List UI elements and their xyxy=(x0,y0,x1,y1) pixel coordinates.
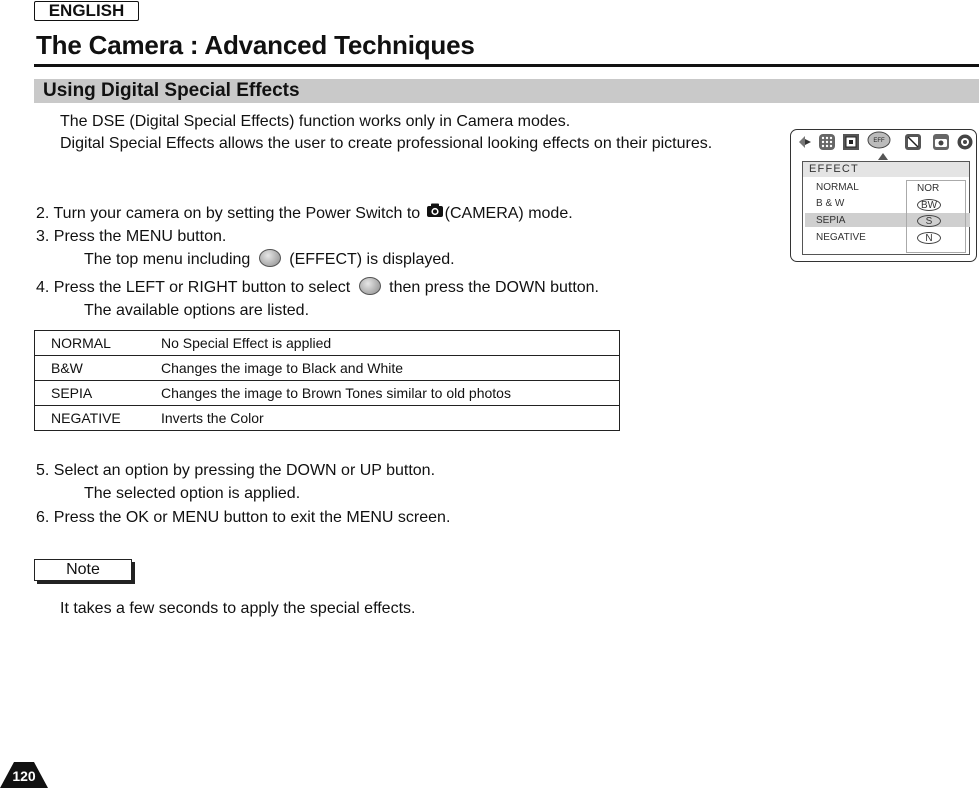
lcd-menu-item: B & W xyxy=(816,198,845,209)
step-2-text: 2. Turn your camera on by setting the Power Switch to xyxy=(36,205,421,223)
intro-line-2: Digital Special Effects allows the user to create professional looking effects on their pictures. xyxy=(60,135,713,152)
lcd-menu-item: NORMAL xyxy=(816,182,859,193)
lcd-panel-header: EFFECT xyxy=(803,162,969,177)
lcd-code: N xyxy=(917,232,941,244)
table-row xyxy=(35,406,620,431)
effect-name: B&W xyxy=(35,356,162,381)
step-2-text-end: (CAMERA) mode. xyxy=(444,205,573,223)
note-text: It takes a few seconds to apply the special effects. xyxy=(60,600,416,617)
lcd-code: BW xyxy=(917,199,941,211)
step-2 xyxy=(36,203,573,225)
effect-description: No Special Effect is applied xyxy=(161,331,620,356)
step-4 xyxy=(36,278,599,298)
lcd-menu-item: NEGATIVE xyxy=(816,232,866,243)
effect-icon xyxy=(867,131,891,149)
sharpness-icon xyxy=(797,134,813,150)
effect-name: NORMAL xyxy=(35,331,162,356)
effect-icon xyxy=(259,249,281,267)
effect-name: SEPIA xyxy=(35,381,162,406)
step-3-sub-text: The top menu including xyxy=(84,251,251,268)
effect-name: NEGATIVE xyxy=(35,406,162,431)
step-6: 6. Press the OK or MENU button to exit the MENU screen. xyxy=(36,509,451,526)
effect-description: Inverts the Color xyxy=(161,406,620,431)
note-label: Note xyxy=(34,559,132,581)
frame-icon xyxy=(905,134,921,150)
effect-icon xyxy=(359,277,381,295)
step-5-sub: The selected option is applied. xyxy=(84,485,301,502)
svg-text:EFF: EFF xyxy=(873,138,885,144)
page-title: The Camera : Advanced Techniques xyxy=(36,30,475,60)
intro-line-1: The DSE (Digital Special Effects) function works only in Camera modes. xyxy=(60,113,571,130)
settings-icon xyxy=(957,134,973,150)
camera-icon xyxy=(933,134,949,150)
pointer-arrow-icon xyxy=(878,153,888,160)
table-row xyxy=(35,381,620,406)
title-divider xyxy=(34,64,979,67)
language-tab: ENGLISH xyxy=(34,1,139,21)
step-4-text: 4. Press the LEFT or RIGHT button to select xyxy=(36,279,351,296)
table-row xyxy=(35,356,620,381)
step-3-sub-text-end: (EFFECT) is displayed. xyxy=(289,251,455,268)
step-5: 5. Select an option by pressing the DOWN or UP button. xyxy=(36,462,436,479)
page-number: 120 xyxy=(12,768,36,784)
lcd-code: NOR xyxy=(917,183,940,194)
lcd-menu-item-selected: SEPIA xyxy=(816,215,846,226)
table-row xyxy=(35,331,620,356)
step-3: 3. Press the MENU button. xyxy=(36,228,227,245)
camera-mode-icon xyxy=(425,202,445,224)
quality-icon xyxy=(819,134,835,150)
step-3-sub xyxy=(84,250,455,270)
step-4-sub: The available options are listed. xyxy=(84,302,310,319)
effects-table xyxy=(34,330,620,431)
effect-description: Changes the image to Brown Tones similar to old photos xyxy=(161,381,620,406)
step-4-text-end: then press the DOWN button. xyxy=(389,279,599,296)
size-icon xyxy=(843,134,859,150)
lcd-icon-row xyxy=(797,129,975,155)
lcd-code: S xyxy=(917,215,941,227)
section-title: Using Digital Special Effects xyxy=(43,80,300,101)
effect-description: Changes the image to Black and White xyxy=(161,356,620,381)
